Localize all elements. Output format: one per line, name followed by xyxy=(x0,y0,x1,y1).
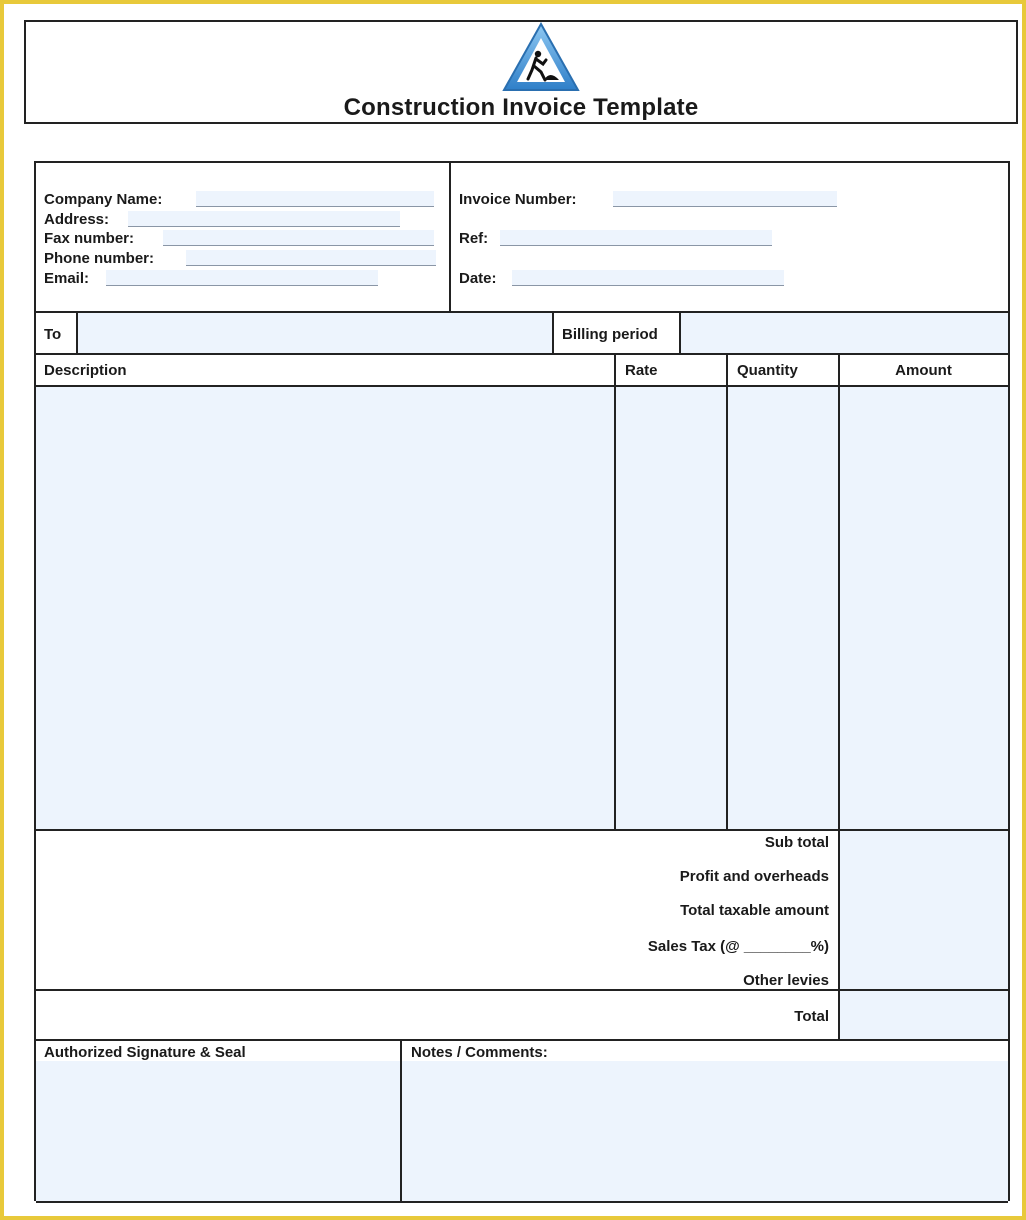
company-name-field[interactable] xyxy=(196,191,434,207)
quantity-column-field[interactable] xyxy=(728,387,838,829)
column-header-quantity: Quantity xyxy=(737,362,798,379)
invoice-form xyxy=(34,161,1010,1201)
construction-worker-warning-icon xyxy=(501,22,581,94)
invoice-number-field[interactable] xyxy=(613,191,837,207)
subtotals-amount-field[interactable] xyxy=(840,831,1008,989)
to-label: To xyxy=(44,326,62,343)
date-field[interactable] xyxy=(512,270,784,286)
total-taxable-label: Total taxable amount xyxy=(680,902,829,919)
company-name-label: Company Name: xyxy=(44,191,163,208)
phone-field[interactable] xyxy=(186,250,436,266)
email-field[interactable] xyxy=(106,270,378,286)
address-field[interactable] xyxy=(128,211,400,227)
email-label: Email: xyxy=(44,270,90,287)
amount-column-field[interactable] xyxy=(840,387,1008,829)
ref-label: Ref: xyxy=(459,230,489,247)
address-label: Address: xyxy=(44,211,110,228)
signature-label: Authorized Signature & Seal xyxy=(44,1044,246,1061)
notes-field[interactable] xyxy=(402,1061,1008,1203)
divider xyxy=(726,353,728,831)
to-field[interactable] xyxy=(78,313,552,353)
billing-period-label: Billing period xyxy=(562,326,658,343)
total-label: Total xyxy=(794,1008,829,1025)
profit-overheads-label: Profit and overheads xyxy=(679,868,829,885)
column-header-rate: Rate xyxy=(625,362,658,379)
other-levies-label: Other levies xyxy=(743,972,829,989)
sales-tax-label: Sales Tax (@ ________%) xyxy=(647,938,829,955)
description-column-field[interactable] xyxy=(36,387,614,829)
divider xyxy=(449,163,451,311)
column-header-description: Description xyxy=(44,362,127,379)
fax-field[interactable] xyxy=(163,230,434,246)
phone-label: Phone number: xyxy=(44,250,155,267)
sub-total-label: Sub total xyxy=(764,834,829,851)
ref-field[interactable] xyxy=(500,230,772,246)
divider xyxy=(614,353,616,831)
rate-column-field[interactable] xyxy=(616,387,726,829)
divider xyxy=(36,1201,1008,1203)
fax-label: Fax number: xyxy=(44,230,135,247)
document-header xyxy=(24,20,1018,124)
notes-label: Notes / Comments: xyxy=(411,1044,548,1061)
page-title: Construction Invoice Template xyxy=(343,94,699,121)
date-label: Date: xyxy=(459,270,497,287)
divider xyxy=(552,313,554,353)
billing-period-field[interactable] xyxy=(681,313,1008,353)
divider xyxy=(36,1039,1008,1041)
divider xyxy=(36,353,1008,355)
column-header-amount: Amount xyxy=(895,362,952,379)
total-amount-field[interactable] xyxy=(840,991,1008,1039)
signature-field[interactable] xyxy=(36,1061,400,1203)
invoice-number-label: Invoice Number: xyxy=(459,191,577,208)
